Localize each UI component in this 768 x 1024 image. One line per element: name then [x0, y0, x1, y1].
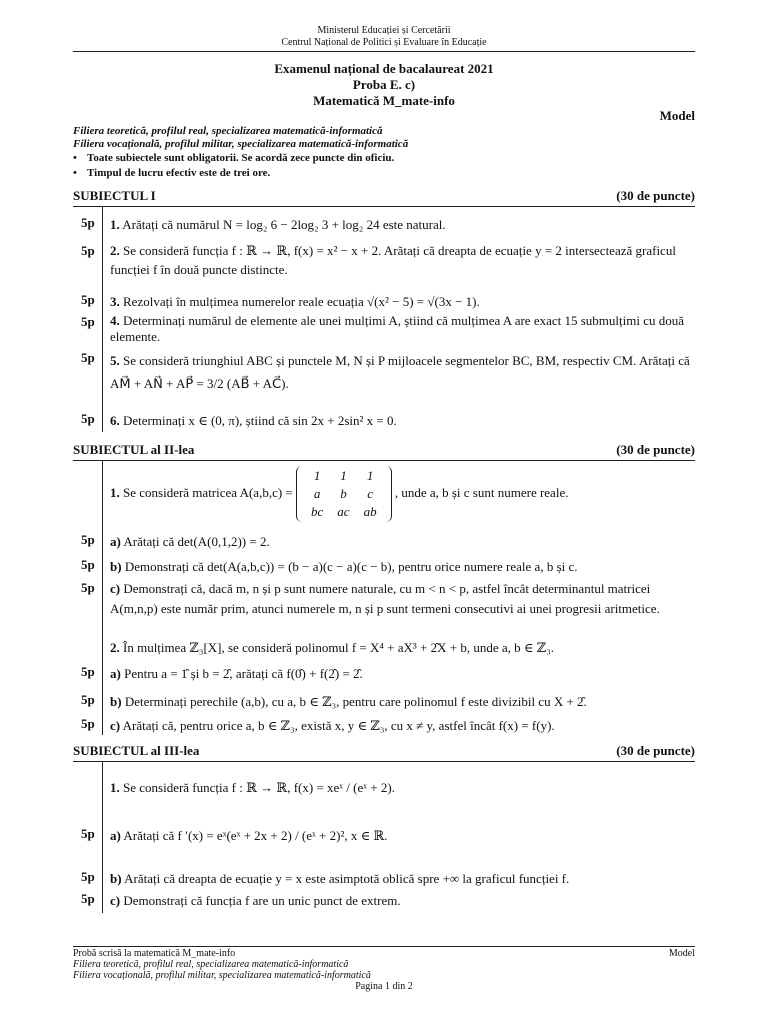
item-text: Demonstrați că funcția f are un unic punct de extrem.: [123, 893, 401, 908]
item-points: 5p: [81, 411, 95, 426]
header-divider: [73, 51, 695, 52]
s3-item-1c: [110, 891, 695, 910]
item-text: Determinați perechile (a,b), cu a, b ∈ ℤ₃, pentru care polinomul f este divizibil cu X + 2̂.: [124, 694, 587, 709]
matrix-cell: 1: [340, 468, 347, 483]
item-points: 5p: [81, 243, 95, 258]
footer-line-1: Probă scrisă la matematică M_mate-info: [73, 948, 236, 959]
item-text: Arătați că f ′(x) = eˣ(eˣ + 2x + 2) / (eˣ + 2)², x ∈ ℝ.: [123, 828, 388, 843]
matrix-A: [296, 466, 392, 522]
item-number: 1.: [110, 217, 120, 232]
matrix-cell: 1: [313, 468, 321, 483]
section-2-divider: [73, 460, 695, 461]
item-points: 5p: [81, 716, 95, 731]
s2-intro-1: [110, 466, 695, 522]
item-number: c): [110, 893, 121, 908]
item-text: Demonstrați că, dacă m, n și p sunt numere naturale, cu m < n < p, astfel încât determinantul matricei A(m,n,p) este număr prim, atunci numerele m, n și p sunt termeni consecutivi ai unei progresii aritmetice.: [110, 581, 660, 616]
item-points: 5p: [81, 215, 95, 230]
item-text: Pentru a = 1̂ și b = 2̂, arătați că f(0̂) + f(2̂) = 2̂.: [124, 666, 363, 681]
item-text: Rezolvați în mulțimea numerelor reale ecuația √(x² − 5) = √(3x − 1).: [123, 294, 480, 309]
s1-item-5: [110, 349, 695, 395]
page-number: Pagina 1 din 2: [355, 981, 413, 992]
s2-item-1b: [110, 557, 695, 576]
item-text: Se consideră funcția f : ℝ → ℝ, f(x) = xeˣ / (eˣ + 2).: [123, 780, 395, 795]
model-label: Model: [659, 108, 695, 123]
item-number: 1.: [110, 484, 120, 500]
filiera-teoretica: Filiera teoretică, profilul real, specializarea matematică-informatică: [73, 125, 383, 137]
footer: [73, 948, 695, 992]
item-text: Se consideră funcția f : ℝ → ℝ, f(x) = x² − x + 2. Arătați că dreapta de ecuație y = 2 intersectează graficul funcției f în două puncte distincte.: [110, 243, 676, 277]
item-number: 3.: [110, 294, 120, 309]
bullet-text: Toate subiectele sunt obligatorii. Se acordă zece puncte din oficiu.: [87, 152, 395, 164]
proba-title: Proba E. c): [352, 77, 416, 92]
item-text: Arătați că dreapta de ecuație y = x este asimptotă oblică spre +∞ la graficul funcției f.: [124, 871, 570, 886]
item-points: 5p: [81, 826, 95, 841]
s2-item-1c: [110, 579, 695, 619]
section-title: SUBIECTUL al III-lea: [73, 743, 200, 758]
section-2-vline: [102, 460, 103, 735]
s3-item-1a: [110, 826, 695, 845]
item-points: 5p: [81, 532, 95, 547]
item-number: 5.: [110, 353, 120, 368]
item-points: 5p: [81, 292, 95, 307]
item-points: 5p: [81, 869, 95, 884]
bullet-timp: [73, 167, 270, 180]
s2-item-2a: [110, 664, 695, 683]
item-number: b): [110, 694, 122, 709]
item-text: Se consideră matricea A(a,b,c) =: [123, 484, 293, 500]
s1-item-6: [110, 411, 695, 430]
bullet-dot: •: [73, 152, 77, 164]
section-3-vline: [102, 761, 103, 913]
s1-item-1: [110, 215, 695, 234]
matrix-cell: b: [340, 486, 347, 501]
item-text: , unde a, b și c sunt numere reale.: [394, 484, 569, 500]
footer-model: Model: [668, 948, 695, 959]
matrix-cell: bc: [311, 504, 324, 519]
ministry-name: Ministerul Educației și Cercetării: [317, 25, 451, 36]
item-text: Se consideră triunghiul ABC și punctele M, N și P mijloacele segmentelor BC, BM, respectiv CM. Arătați că AM⃗ + AN⃗ + AP⃗ = 3/2 (AB⃗ + AC⃗).: [110, 353, 690, 391]
center-name: Centrul Național de Politici și Evaluare în Educație: [281, 37, 487, 48]
item-number: 2.: [110, 243, 120, 258]
item-number: a): [110, 666, 121, 681]
s2-item-2c: [110, 716, 695, 735]
s2-intro-2: [110, 638, 695, 657]
item-number: a): [110, 828, 121, 843]
s3-item-1b: [110, 869, 695, 888]
s2-item-2b: [110, 692, 695, 711]
section-points: (30 de puncte): [616, 442, 695, 457]
item-points: 5p: [81, 692, 95, 707]
item-text: Arătați că numărul N = log₂ 6 − 2log₂ 3 + log₂ 24 este natural.: [122, 217, 446, 232]
item-text: Arătați că det(A(0,1,2)) = 2.: [123, 534, 270, 549]
item-text: În mulțimea ℤ₃[X], se consideră polinomul f = X⁴ + aX³ + 2̂X + b, unde a, b ∈ ℤ₃.: [123, 640, 555, 655]
section-1-vline: [102, 206, 103, 432]
item-number: 4.: [110, 313, 120, 328]
s3-intro-1: [110, 778, 695, 797]
section-points: (30 de puncte): [616, 188, 695, 203]
item-number: 2.: [110, 640, 120, 655]
bullet-text: Timpul de lucru efectiv este de trei ore.: [87, 167, 271, 179]
exam-page: [73, 0, 695, 1024]
footer-line-2: Filiera teoretică, profilul real, specializarea matematică-informatică: [73, 959, 349, 970]
section-2-header: [73, 442, 695, 458]
section-3-divider: [73, 761, 695, 762]
item-points: 5p: [81, 664, 95, 679]
item-number: 1.: [110, 780, 120, 795]
filiera-vocationala: Filiera vocațională, profilul militar, specializarea matematică-informatică: [73, 138, 409, 150]
item-number: c): [110, 718, 121, 733]
section-1-header: [73, 188, 695, 204]
item-points: 5p: [81, 891, 95, 906]
s1-item-4: [110, 313, 695, 345]
footer-line-3: Filiera vocațională, profilul militar, specializarea matematică-informatică: [73, 970, 371, 981]
section-title: SUBIECTUL al II-lea: [73, 442, 195, 457]
bullet-dot: •: [73, 167, 77, 179]
exam-title: Examenul național de bacalaureat 2021: [274, 61, 494, 76]
item-text: Demonstrați că det(A(a,b,c)) = (b − a)(c − a)(c − b), pentru orice numere reale a, b și c.: [124, 559, 578, 574]
s1-item-3: [110, 292, 695, 311]
section-points: (30 de puncte): [616, 743, 695, 758]
section-1-divider: [73, 206, 695, 207]
s2-item-1a: [110, 532, 695, 551]
item-text: Determinați x ∈ (0, π), știind că sin 2x + 2sin² x = 0.: [123, 413, 397, 428]
bullet-obligatorii: [73, 152, 394, 165]
matrix-cell: 1: [366, 468, 374, 483]
matrix-cell: ac: [337, 504, 350, 519]
matrix-cell: ab: [363, 504, 377, 519]
matrix-cell: a: [313, 486, 321, 501]
footer-divider: [73, 946, 695, 947]
section-title: SUBIECTUL I: [73, 188, 156, 203]
item-number: a): [110, 534, 121, 549]
item-points: 5p: [81, 314, 95, 329]
matrix-cell: c: [367, 486, 373, 501]
item-points: 5p: [81, 557, 95, 572]
item-text: Determinați numărul de elemente ale unei mulțimi A, știind că mulțimea A are exact 15 submulțimi cu două elemente.: [110, 313, 685, 344]
s1-item-2: [110, 241, 695, 279]
item-number: c): [110, 581, 121, 596]
item-number: b): [110, 871, 122, 886]
item-number: b): [110, 559, 122, 574]
item-points: 5p: [81, 580, 95, 595]
subject-title: Matematică M_mate-info: [313, 93, 455, 108]
item-number: 6.: [110, 413, 120, 428]
section-3-header: [73, 743, 695, 759]
item-text: Arătați că, pentru orice a, b ∈ ℤ₃, există x, y ∈ ℤ₃, cu x ≠ y, astfel încât f(x) = f(y).: [122, 718, 555, 733]
item-points: 5p: [81, 350, 95, 365]
